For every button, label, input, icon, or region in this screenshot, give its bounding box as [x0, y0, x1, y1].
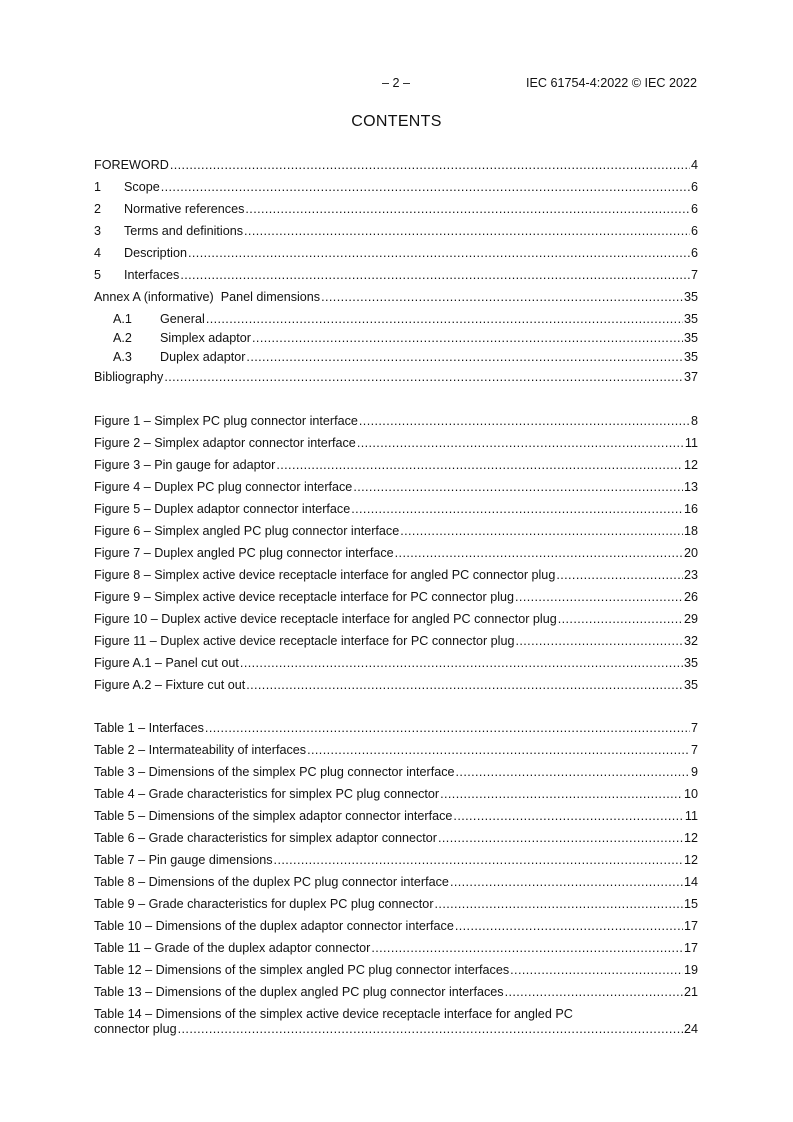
- page-number: – 2 –: [381, 76, 410, 90]
- figure-entry[interactable]: [94, 524, 698, 542]
- toc-label: Figure 11 – Duplex active device receptacle interface for PC connector plug: [94, 634, 515, 648]
- toc-page: 29: [683, 612, 698, 626]
- figure-entry[interactable]: [94, 502, 698, 520]
- toc-label: Figure 7 – Duplex angled PC plug connector interface: [94, 546, 394, 560]
- toc-label: Figure 3 – Pin gauge for adaptor: [94, 458, 276, 472]
- dot-leader: [164, 370, 683, 384]
- toc-page: 14: [683, 875, 698, 889]
- toc-label: Table 11 – Grade of the duplex adaptor connector: [94, 941, 371, 955]
- toc-number: A.3: [113, 350, 132, 364]
- toc-label: Duplex adaptor: [160, 350, 246, 364]
- toc-page: 9: [690, 765, 698, 779]
- dot-leader: [252, 331, 683, 345]
- dot-leader: [188, 246, 690, 260]
- toc-page: 35: [683, 290, 698, 304]
- toc-label: Scope: [124, 180, 160, 194]
- table-entry[interactable]: [94, 919, 698, 937]
- toc-page: 24: [683, 1022, 698, 1036]
- toc-label: Simplex adaptor: [160, 331, 252, 345]
- dot-leader: [246, 678, 683, 692]
- toc-label: Figure 6 – Simplex angled PC plug connector interface: [94, 524, 400, 538]
- dot-leader: [274, 853, 683, 867]
- toc-number: A.1: [113, 312, 132, 326]
- toc-label: Description: [124, 246, 187, 260]
- dot-leader: [515, 634, 683, 648]
- dot-leader: [307, 743, 690, 757]
- toc-label: Table 4 – Grade characteristics for simplex PC plug connector: [94, 787, 440, 801]
- document-reference: IEC 61754-4:2022 © IEC 2022: [525, 76, 697, 90]
- table-entry[interactable]: [94, 765, 698, 783]
- toc-label: Table 6 – Grade characteristics for simplex adaptor connector: [94, 831, 437, 845]
- toc-label: Table 13 – Dimensions of the duplex angled PC plug connector interfaces: [94, 985, 504, 999]
- dot-leader: [321, 290, 683, 304]
- dot-leader: [456, 765, 690, 779]
- toc-label: Figure 4 – Duplex PC plug connector interface: [94, 480, 353, 494]
- dot-leader: [359, 414, 690, 428]
- toc-label: Annex A (informative) Panel dimensions: [94, 290, 321, 304]
- toc-label: Normative references: [124, 202, 245, 216]
- figure-entry[interactable]: [94, 546, 698, 564]
- toc-label: Table 10 – Dimensions of the duplex adaptor connector interface: [94, 919, 454, 933]
- toc-page: 11: [684, 436, 698, 450]
- toc-label: Interfaces: [124, 268, 180, 282]
- toc-label-continued: connector plug: [94, 1022, 177, 1036]
- dot-leader: [371, 941, 683, 955]
- table-entry[interactable]: [94, 743, 698, 761]
- toc-page: 11: [684, 809, 698, 823]
- toc-label: Table 7 – Pin gauge dimensions: [94, 853, 273, 867]
- toc-entry-a2-simplex-adaptor[interactable]: [94, 331, 698, 349]
- dot-leader: [450, 875, 683, 889]
- toc-page: 35: [683, 312, 698, 326]
- toc-label: Table 5 – Dimensions of the simplex adaptor connector interface: [94, 809, 453, 823]
- dot-leader: [240, 656, 683, 670]
- toc-label: Figure 5 – Duplex adaptor connector interface: [94, 502, 351, 516]
- toc-entry-bibliography[interactable]: [94, 370, 698, 388]
- toc-page: 13: [683, 480, 698, 494]
- dot-leader: [438, 831, 683, 845]
- dot-leader: [395, 546, 683, 560]
- toc-label: Figure A.1 – Panel cut out: [94, 656, 239, 670]
- dot-leader: [276, 458, 683, 472]
- toc-number: 3: [94, 224, 102, 238]
- toc-entry-scope[interactable]: [94, 180, 698, 198]
- dot-leader: [244, 224, 690, 238]
- figure-entry[interactable]: [94, 568, 698, 586]
- table-entry[interactable]: [94, 941, 698, 959]
- table-entry[interactable]: [94, 809, 698, 827]
- toc-page: 35: [683, 331, 698, 345]
- toc-number: 2: [94, 202, 102, 216]
- toc-page: 7: [690, 268, 698, 282]
- dot-leader: [161, 180, 690, 194]
- dot-leader: [351, 502, 683, 516]
- toc-entry-a3-duplex-adaptor[interactable]: [94, 350, 698, 368]
- dot-leader: [558, 612, 683, 626]
- toc-page: 18: [683, 524, 698, 538]
- dot-leader: [440, 787, 683, 801]
- toc-page: 32: [683, 634, 698, 648]
- dot-leader: [435, 897, 683, 911]
- figure-entry[interactable]: [94, 612, 698, 630]
- toc-label: Table 2 – Intermateability of interfaces: [94, 743, 307, 757]
- toc-page: 6: [690, 180, 698, 194]
- toc-page: 12: [683, 853, 698, 867]
- table-entry[interactable]: [94, 853, 698, 871]
- dot-leader: [515, 590, 683, 604]
- figure-entry[interactable]: [94, 414, 698, 432]
- toc-page: 35: [683, 656, 698, 670]
- table-entry[interactable]: [94, 963, 698, 981]
- figure-entry[interactable]: [94, 458, 698, 476]
- toc-entry-a1-general[interactable]: [94, 312, 698, 330]
- contents-title: CONTENTS: [351, 113, 442, 130]
- toc-label: General: [160, 312, 205, 326]
- table-entry[interactable]: [94, 721, 698, 739]
- toc-page: 15: [683, 897, 698, 911]
- toc-number: 1: [94, 180, 102, 194]
- dot-leader: [245, 202, 690, 216]
- toc-entry-normative-references[interactable]: [94, 202, 698, 220]
- dot-leader: [178, 1022, 683, 1036]
- toc-page: 4: [690, 158, 698, 172]
- toc-label: Figure 10 – Duplex active device receptacle interface for angled PC connector plug: [94, 612, 557, 626]
- toc-label: Table 9 – Grade characteristics for duplex PC plug connector: [94, 897, 434, 911]
- toc-label: Figure 8 – Simplex active device receptacle interface for angled PC connector plug: [94, 568, 556, 582]
- toc-page: 7: [690, 721, 698, 735]
- toc-entry-foreword[interactable]: [94, 158, 698, 176]
- dot-leader: [205, 721, 690, 735]
- toc-label: Table 1 – Interfaces: [94, 721, 204, 735]
- toc-page: 10: [683, 787, 698, 801]
- figure-entry[interactable]: [94, 590, 698, 608]
- toc-page: 12: [683, 458, 698, 472]
- dot-leader: [357, 436, 684, 450]
- dot-leader: [453, 809, 684, 823]
- dot-leader: [556, 568, 683, 582]
- toc-page: 35: [683, 678, 698, 692]
- toc-page: 7: [690, 743, 698, 757]
- toc-page: 17: [683, 941, 698, 955]
- toc-label: Figure A.2 – Fixture cut out: [94, 678, 246, 692]
- toc-label: FOREWORD: [94, 158, 169, 172]
- table-entry[interactable]: [94, 985, 698, 1003]
- figure-entry[interactable]: [94, 678, 698, 696]
- dot-leader: [400, 524, 683, 538]
- table-entry[interactable]: [94, 875, 698, 893]
- dot-leader: [505, 985, 683, 999]
- toc-page: 12: [683, 831, 698, 845]
- figure-entry[interactable]: [94, 634, 698, 652]
- dot-leader: [455, 919, 683, 933]
- table-entry[interactable]: [94, 787, 698, 805]
- toc-number: 4: [94, 246, 102, 260]
- toc-page: 16: [683, 502, 698, 516]
- toc-page: 23: [683, 568, 698, 582]
- toc-page: 20: [683, 546, 698, 560]
- dot-leader: [170, 158, 690, 172]
- toc-page: 19: [683, 963, 698, 977]
- figure-entry[interactable]: [94, 480, 698, 498]
- toc-label: Table 14 – Dimensions of the simplex active device receptacle interface for angled PC: [94, 1007, 573, 1021]
- toc-label: Bibliography: [94, 370, 164, 384]
- table-entry[interactable]: [94, 831, 698, 849]
- figure-entry[interactable]: [94, 436, 698, 454]
- toc-label: Terms and definitions: [124, 224, 244, 238]
- toc-label: Figure 1 – Simplex PC plug connector interface: [94, 414, 358, 428]
- dot-leader: [180, 268, 690, 282]
- toc-page: 6: [690, 202, 698, 216]
- toc-page: 26: [683, 590, 698, 604]
- toc-entry-annex-a[interactable]: [94, 290, 698, 308]
- toc-page: 6: [690, 224, 698, 238]
- toc-label: Table 12 – Dimensions of the simplex angled PC plug connector interfaces: [94, 963, 510, 977]
- toc-entry-terms-definitions[interactable]: [94, 224, 698, 242]
- toc-label: Table 8 – Dimensions of the duplex PC plug connector interface: [94, 875, 449, 889]
- dot-leader: [510, 963, 683, 977]
- table-entry[interactable]: [94, 897, 698, 915]
- toc-page: 8: [690, 414, 698, 428]
- toc-page: 35: [683, 350, 698, 364]
- dot-leader: [206, 312, 683, 326]
- toc-label: Table 3 – Dimensions of the simplex PC plug connector interface: [94, 765, 455, 779]
- dot-leader: [246, 350, 683, 364]
- figure-entry[interactable]: [94, 656, 698, 674]
- toc-page: 17: [683, 919, 698, 933]
- toc-number: A.2: [113, 331, 132, 345]
- table-entry[interactable]: [94, 1007, 698, 1037]
- toc-number: 5: [94, 268, 102, 282]
- toc-page: 6: [690, 246, 698, 260]
- dot-leader: [353, 480, 683, 494]
- toc-page: 37: [683, 370, 698, 384]
- toc-label: Figure 2 – Simplex adaptor connector interface: [94, 436, 356, 450]
- toc-entry-interfaces[interactable]: [94, 268, 698, 286]
- toc-entry-description[interactable]: [94, 246, 698, 264]
- toc-page: 21: [683, 985, 698, 999]
- toc-label: Figure 9 – Simplex active device receptacle interface for PC connector plug: [94, 590, 515, 604]
